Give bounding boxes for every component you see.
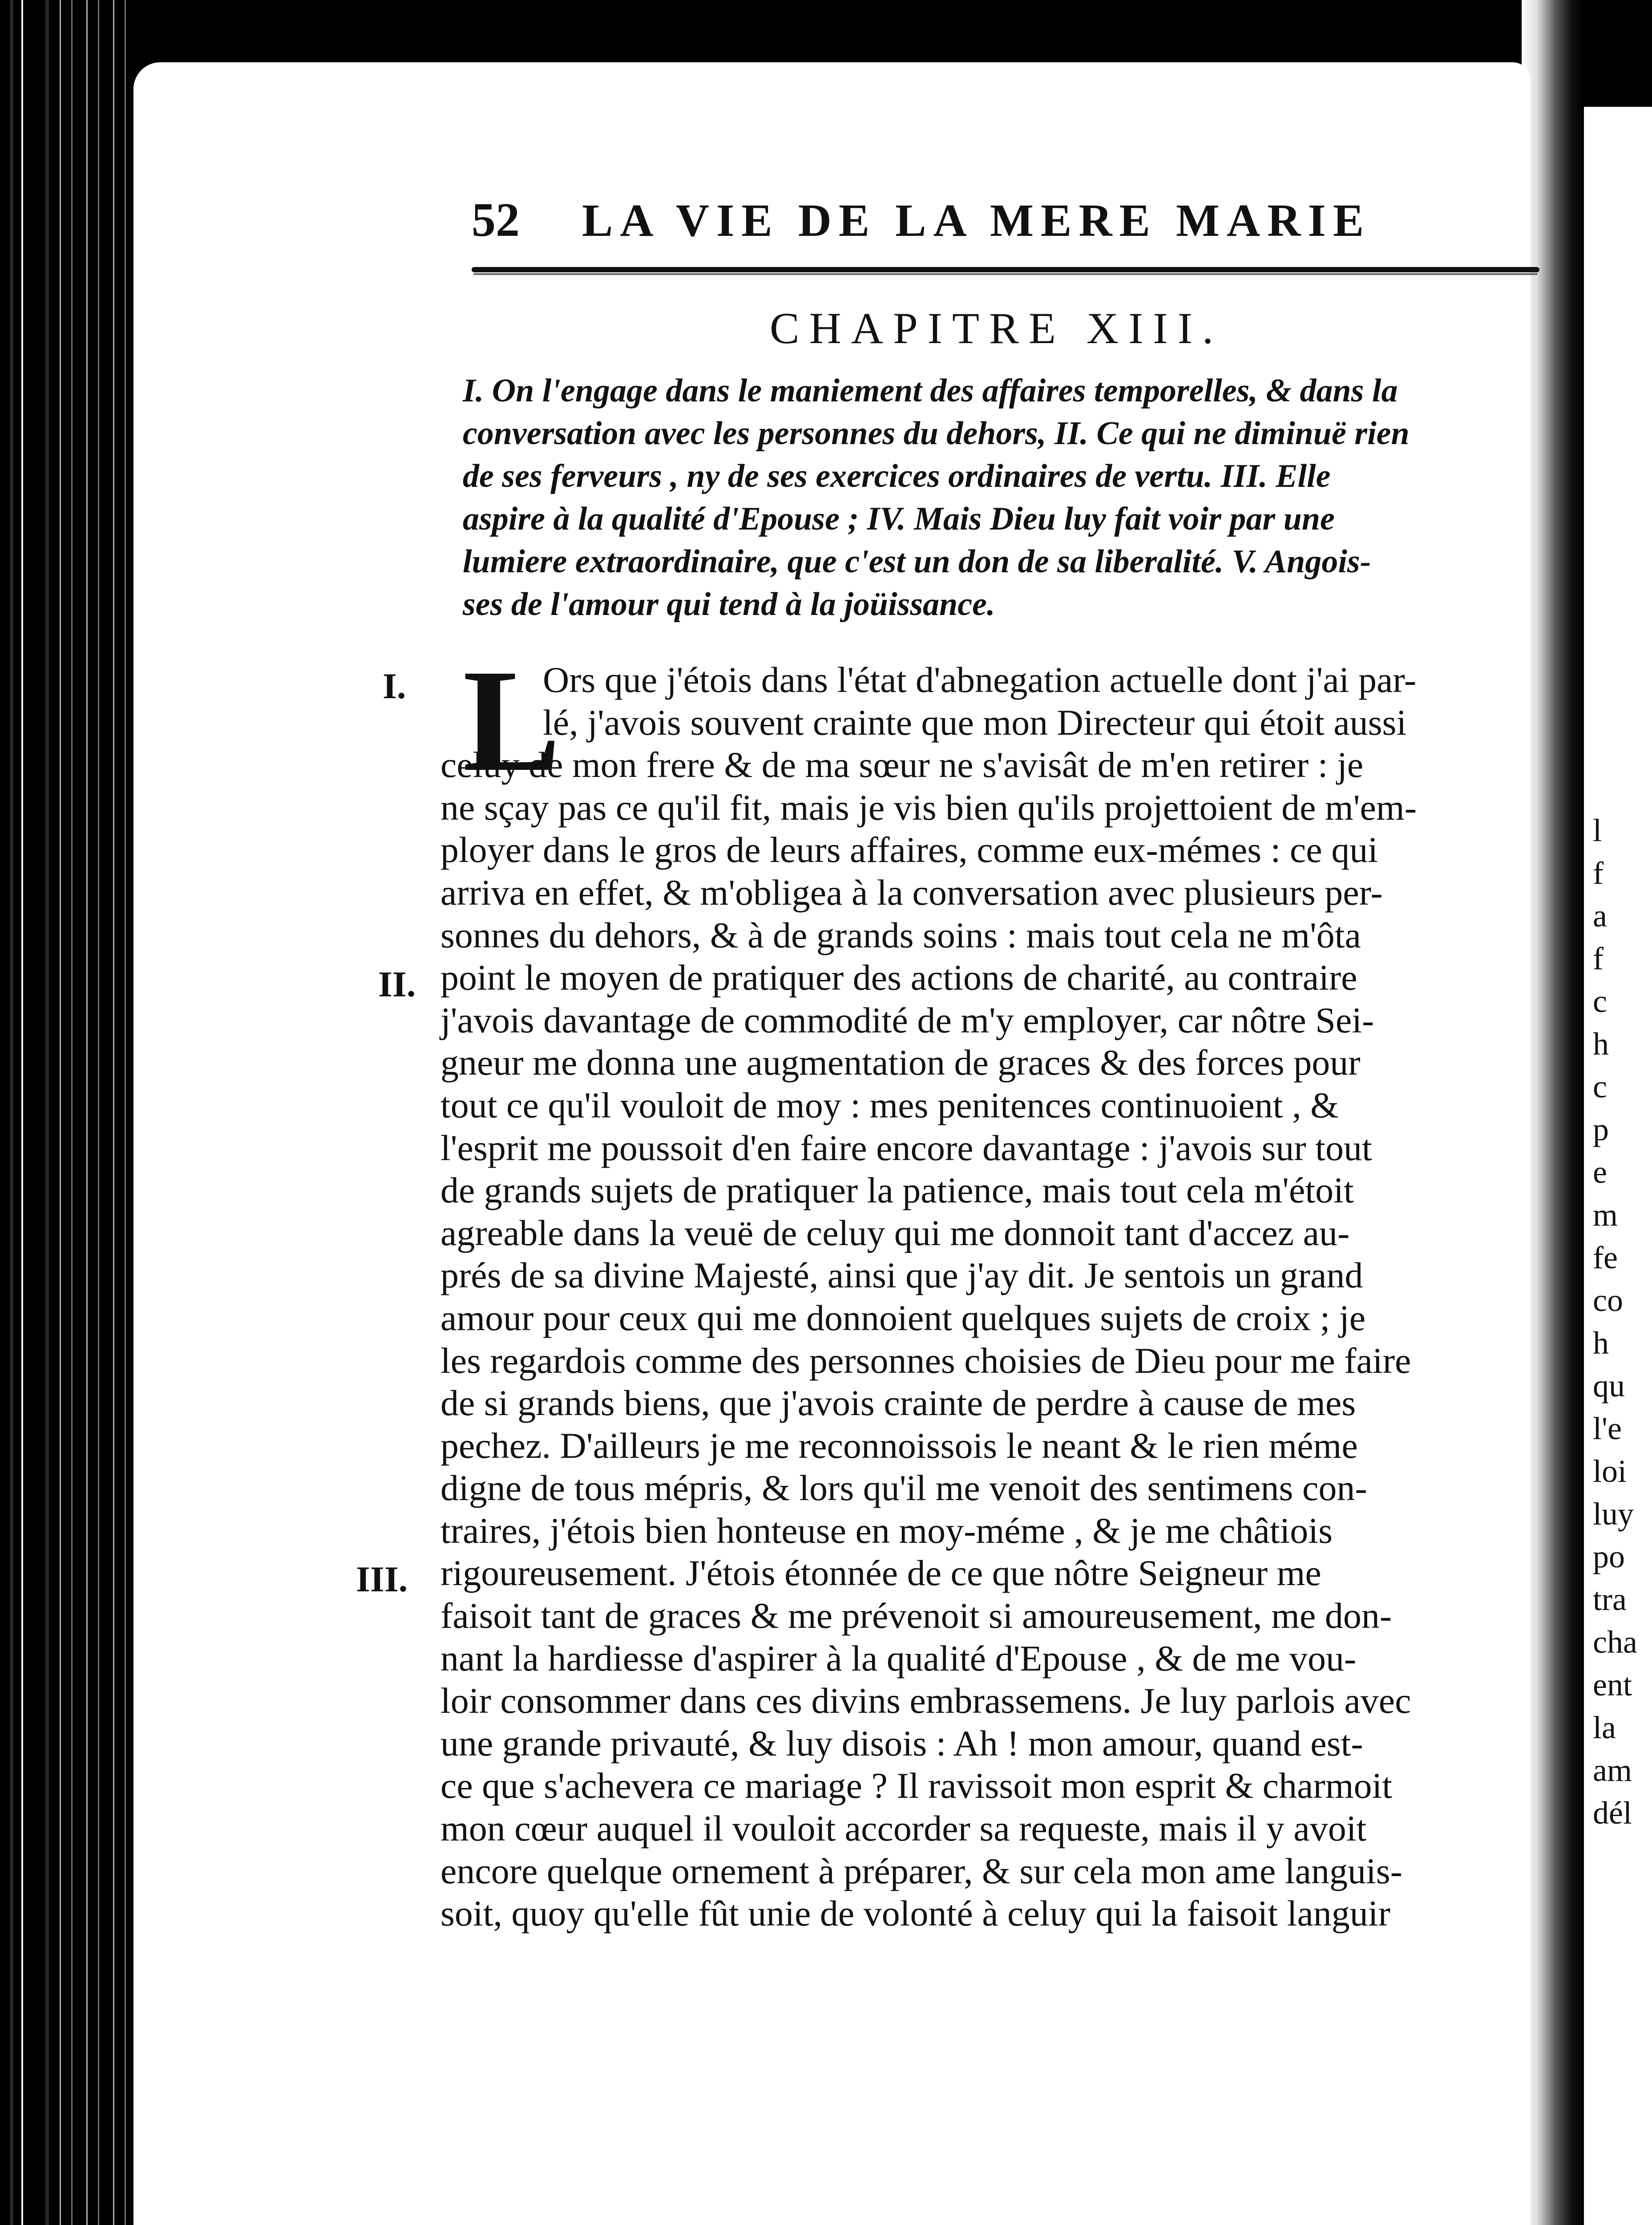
text-line: ce que s'achevera ce mariage ? Il ravissoit mon esprit & charmoit	[440, 1765, 1393, 1806]
margin-number-third: III.	[356, 1559, 408, 1599]
text-line: traires, j'étois bien honteuse en moy-méme , & je me châtiois	[440, 1510, 1333, 1551]
header-rule	[472, 267, 1539, 272]
text-line: encore quelque ornement à préparer, & sur cela mon ame languis-	[440, 1850, 1402, 1891]
text-line: faisoit tant de graces & me prévenoit si amoureusement, me don-	[440, 1595, 1392, 1636]
facing-page-fragment: h	[1593, 1325, 1609, 1361]
text-line: l'esprit me poussoit d'en faire encore davantage : j'avois sur tout	[440, 1127, 1372, 1168]
text-line: arriva en effet, & m'obligea à la conversation avec plusieurs per-	[440, 872, 1383, 913]
facing-page	[1584, 107, 1652, 2225]
facing-page-fragment: tra	[1593, 1582, 1627, 1617]
facing-page-fragment: co	[1593, 1282, 1623, 1318]
summary-line: aspire à la qualité d'Epouse ; IV. Mais Dieu luy fait voir par une	[463, 501, 1335, 537]
text-line: lé, j'avois souvent crainte que mon Directeur qui étoit aussi	[543, 702, 1407, 743]
facing-page-fragment: f	[1593, 855, 1604, 891]
facing-page-fragment: am	[1593, 1752, 1632, 1788]
text-line: amour pour ceux qui me donnoient quelques sujets de croix ; je	[440, 1297, 1366, 1338]
summary-line: lumiere extraordinaire, que c'est un don de sa liberalité. V. Angois-	[463, 543, 1371, 580]
text-line: celuy de mon frere & de ma sœur ne s'avisât de m'en retirer : je	[440, 744, 1364, 785]
text-line: digne de tous mépris, & lors qu'il me venoit des sentimens con-	[440, 1468, 1367, 1509]
facing-page-fragment: f	[1593, 941, 1604, 976]
facing-page-fragment: qu	[1593, 1368, 1625, 1404]
running-head: LA VIE DE LA MERE MARIE	[582, 194, 1371, 246]
facing-page-fragment: cha	[1593, 1624, 1637, 1660]
text-line: de si grands biens, que j'avois crainte de perdre à cause de mes	[440, 1383, 1356, 1424]
margin-number-second: II.	[378, 964, 416, 1004]
text-line: une grande privauté, & luy disois : Ah ! mon amour, quand est-	[440, 1723, 1363, 1764]
text-line: les regardois comme des personnes choisies de Dieu pour me faire	[440, 1340, 1411, 1381]
facing-page-fragment: a	[1593, 898, 1607, 934]
summary-line: de ses ferveurs , ny de ses exercices ordinaires de vertu. III. Elle	[463, 458, 1331, 494]
chapter-summary	[463, 369, 1531, 626]
text-line: pechez. D'ailleurs je me reconnoissois le neant & le rien méme	[440, 1425, 1358, 1466]
page-header	[472, 187, 1371, 254]
facing-page-fragment: fe	[1593, 1240, 1618, 1275]
text-line: tout ce qu'il vouloit de moy : mes penitences continuoient , &	[440, 1084, 1339, 1125]
facing-page-fragment: l	[1593, 813, 1602, 848]
scan-left-margin	[0, 0, 133, 2225]
text-line: loir consommer dans ces divins embrassemens. Je luy parlois avec	[440, 1680, 1411, 1721]
body-text	[440, 659, 1535, 1935]
text-line: Ors que j'étois dans l'état d'abnegation actuelle dont j'ai par-	[543, 659, 1417, 700]
facing-page-fragment: e	[1593, 1154, 1607, 1190]
text-line: mon cœur auquel il vouloit accorder sa requeste, mais il y avoit	[440, 1808, 1367, 1849]
facing-page-fragment: h	[1593, 1026, 1609, 1062]
facing-page-fragment: m	[1593, 1197, 1618, 1233]
drop-cap: L	[463, 639, 561, 802]
text-line: prés de sa divine Majesté, ainsi que j'ay dit. Je sentois un grand	[440, 1255, 1363, 1296]
text-line: agreable dans la veuë de celuy qui me donnoit tant d'accez au-	[440, 1212, 1350, 1253]
text-line: sonnes du dehors, & à de grands soins : mais tout cela ne m'ôta	[440, 914, 1361, 955]
facing-page-fragment: luy	[1593, 1496, 1634, 1532]
text-line: j'avois davantage de commodité de m'y employer, car nôtre Sei-	[440, 999, 1374, 1040]
facing-page-fragment: dél	[1593, 1795, 1632, 1831]
facing-page-fragment: c	[1593, 983, 1607, 1019]
text-line: nant la hardiesse d'aspirer à la qualité d'Epouse , & de me vou-	[440, 1638, 1357, 1679]
text-line: de grands sujets de pratiquer la patience, mais tout cela m'étoit	[440, 1170, 1354, 1211]
facing-page-fragment: loi	[1593, 1453, 1627, 1489]
text-line: gneur me donna une augmentation de graces & des forces pour	[440, 1042, 1361, 1083]
summary-line: ses de l'amour qui tend à la joüissance.	[463, 586, 995, 623]
summary-line: conversation avec les personnes du dehors, II. Ce qui ne diminuë rien	[463, 415, 1410, 452]
text-line: ployer dans le gros de leurs affaires, comme eux-mémes : ce qui	[440, 829, 1378, 870]
summary-line: I. On l'engage dans le maniement des affaires temporelles, & dans la	[463, 372, 1398, 409]
text-line: point le moyen de pratiquer des actions de charité, au contraire	[440, 957, 1357, 998]
margin-number-first: I.	[383, 666, 406, 706]
text-line: soit, quoy qu'elle fût unie de volonté à celuy qui la faisoit languir	[440, 1893, 1390, 1934]
page-number: 52	[472, 194, 520, 247]
facing-page-fragment: la	[1593, 1710, 1616, 1745]
facing-page-fragment: p	[1593, 1112, 1609, 1147]
facing-page-fragment: ent	[1593, 1667, 1632, 1703]
chapter-title: CHAPITRE XIII.	[770, 303, 1224, 353]
facing-page-fragment: po	[1593, 1539, 1625, 1574]
text-line: rigoureusement. J'étois étonnée de ce que nôtre Seigneur me	[440, 1553, 1321, 1594]
text-line: ne sçay pas ce qu'il fit, mais je vis bien qu'ils projettoient de m'em-	[440, 787, 1417, 828]
facing-page-fragment: c	[1593, 1069, 1607, 1104]
facing-page-fragment: l'e	[1593, 1411, 1622, 1446]
